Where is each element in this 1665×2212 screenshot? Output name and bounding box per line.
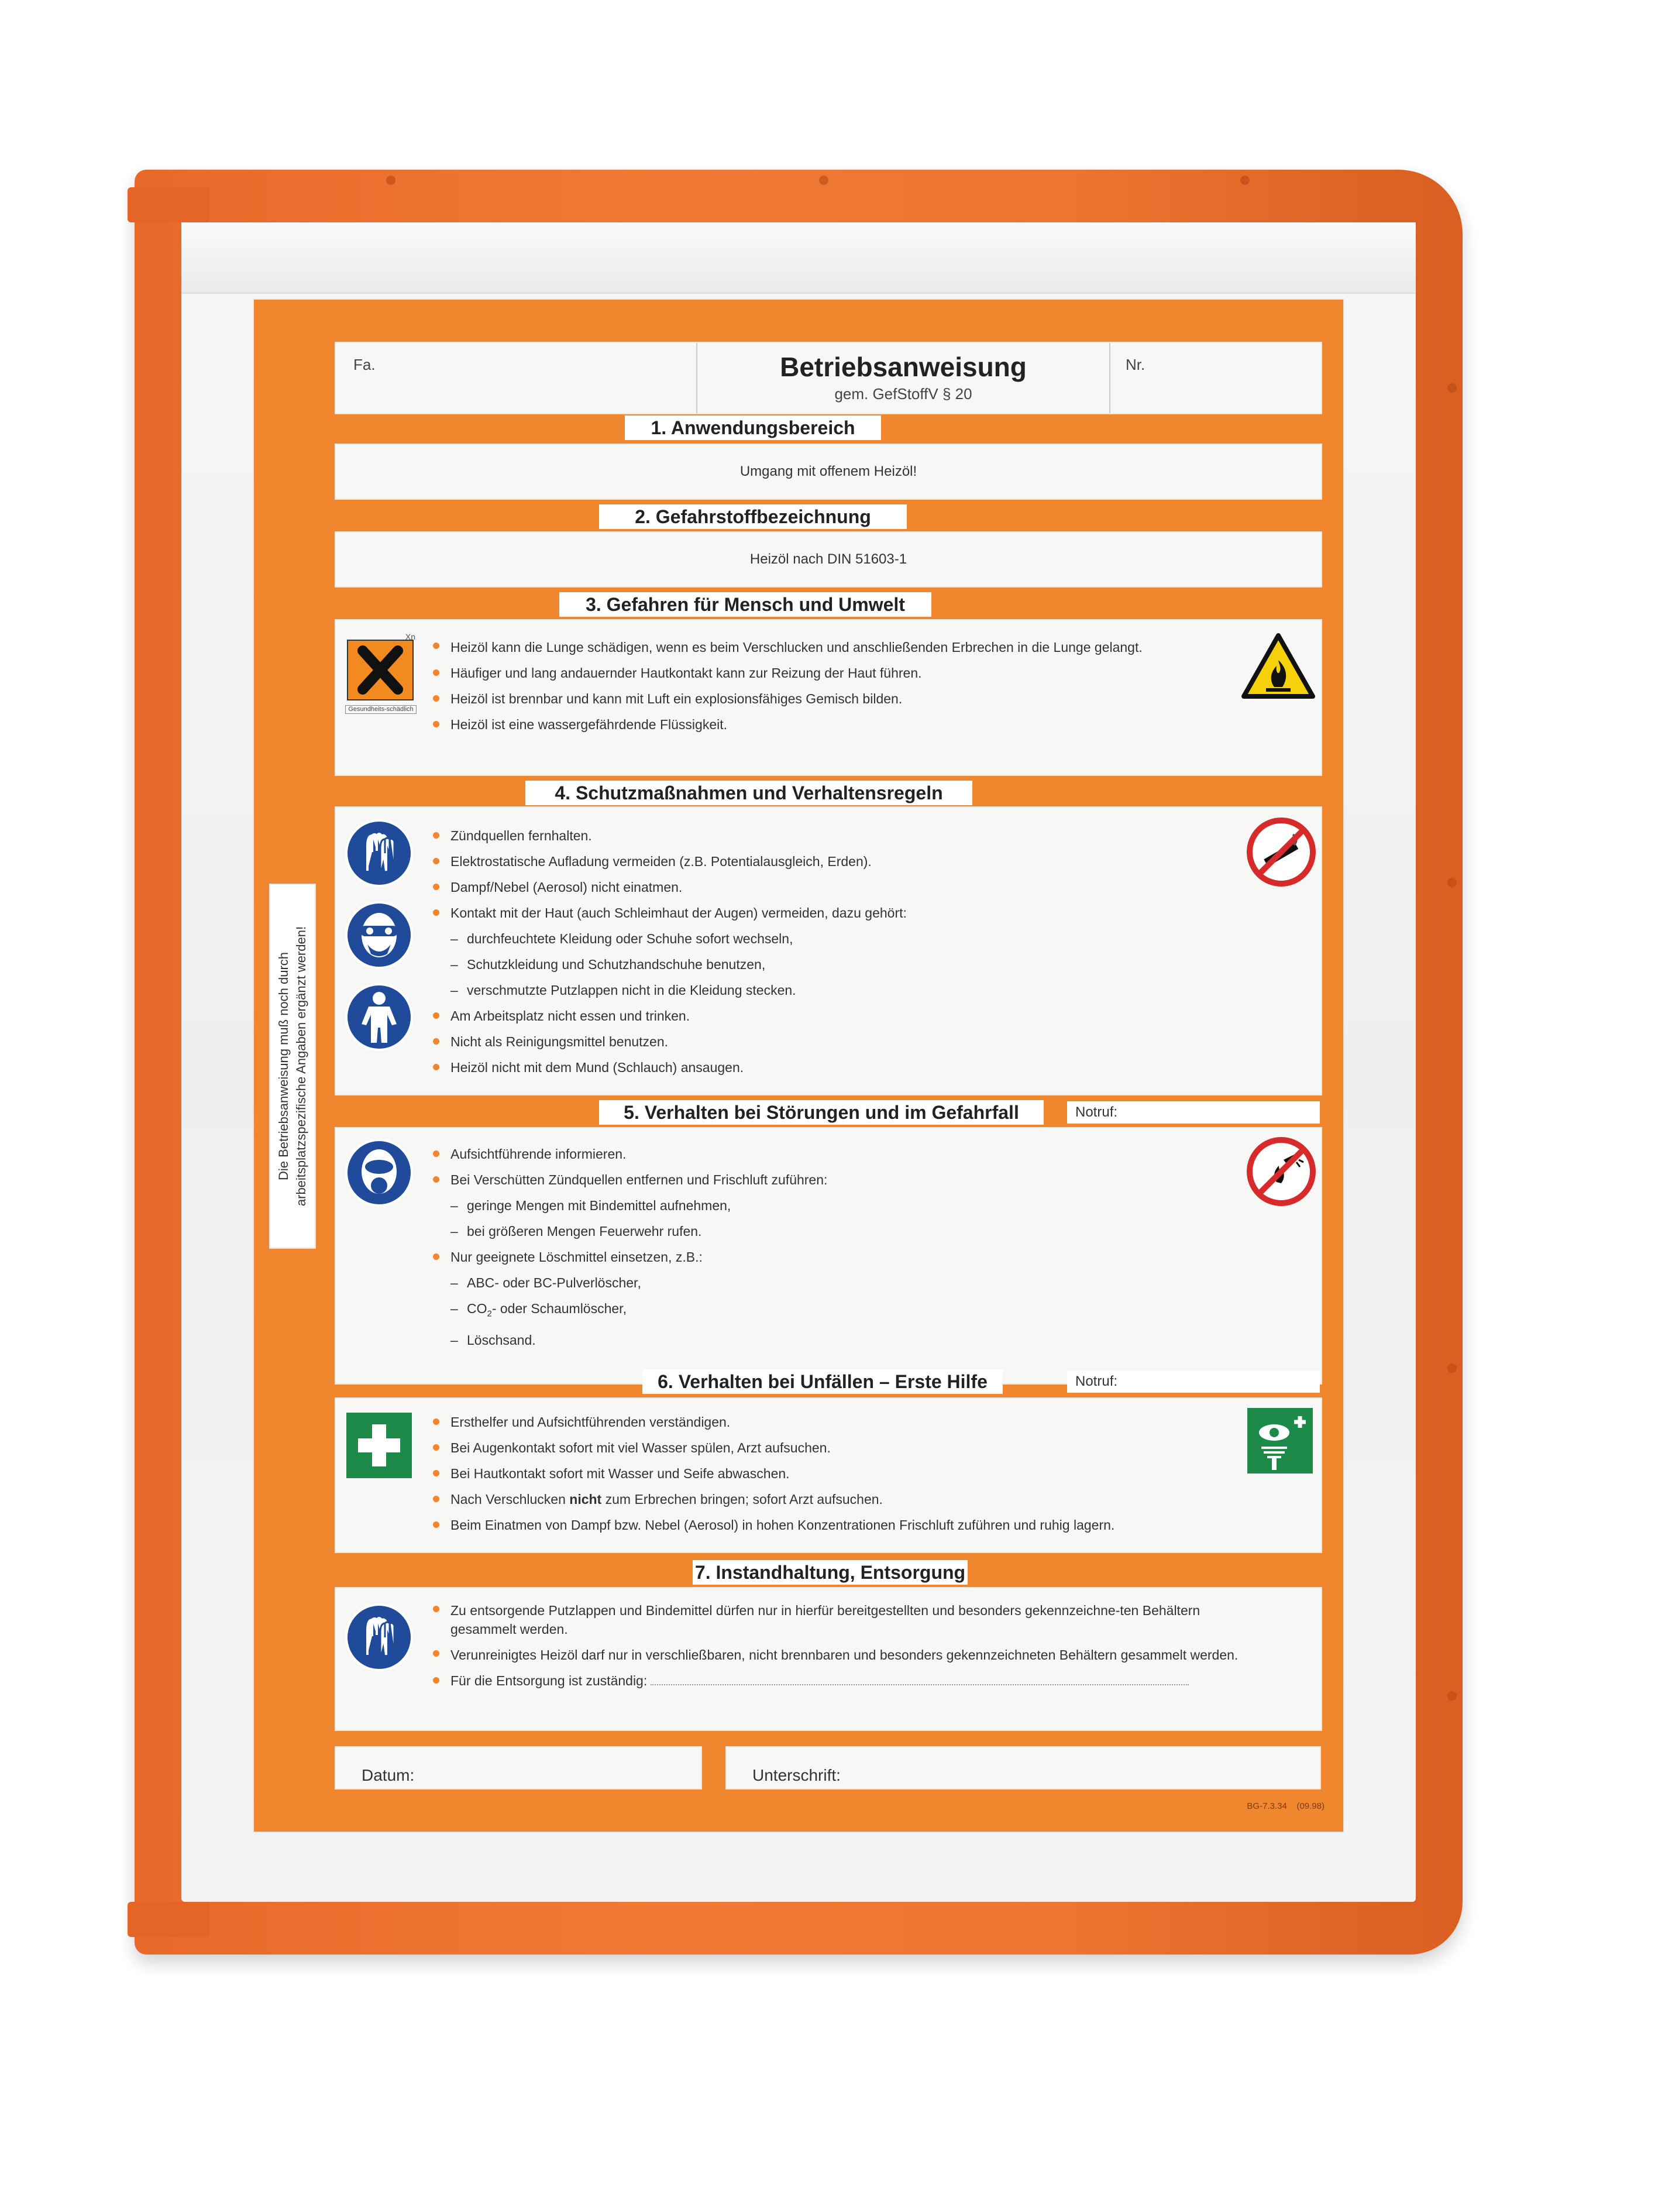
list-subitem: – ABC- oder BC-Pulverlöscher, xyxy=(433,1270,1240,1296)
section-7-heading: 7. Instandhaltung, Entsorgung xyxy=(693,1560,968,1585)
list-item: Zündquellen fernhalten. xyxy=(433,823,1240,849)
page-subtitle: gem. GefStoffV § 20 xyxy=(834,385,972,403)
list-item: Heizöl nicht mit dem Mund (Schlauch) ansaugen. xyxy=(433,1055,1240,1080)
list-item: Ersthelfer und Aufsichtführenden verständigen. xyxy=(433,1409,1252,1435)
section-2-heading: 2. Gefahrstoffbezeichnung xyxy=(599,504,907,529)
list-item: Kontakt mit der Haut (auch Schleimhaut der Augen) vermeiden, dazu gehört: xyxy=(433,900,1240,926)
page-title: Betriebsanweisung xyxy=(780,352,1027,382)
section-3-heading: 3. Gefahren für Mensch und Umwelt xyxy=(559,592,931,617)
section-4-list xyxy=(433,823,1240,1080)
frame-hinge-tab-bottom[interactable] xyxy=(128,1902,209,1937)
list-subitem xyxy=(433,1296,1240,1327)
co2-subscript: 2 xyxy=(487,1308,492,1319)
list-item: Bei Augenkontakt sofort mit viel Wasser spülen, Arzt aufsuchen. xyxy=(433,1435,1252,1461)
list-item: Bei Verschütten Zündquellen entfernen und Frischluft zuführen: xyxy=(433,1167,1240,1193)
responsible-input[interactable] xyxy=(651,1670,1189,1685)
list-subitem: – Löschsand. xyxy=(433,1327,1240,1353)
section-6-list xyxy=(433,1409,1252,1538)
unterschrift-label: Unterschrift: xyxy=(752,1766,841,1784)
no-water-extinguish-icon xyxy=(1246,1136,1316,1210)
list-item: Heizöl ist brennbar und kann mit Luft ein explosionsfähiges Gemisch bilden. xyxy=(433,686,1240,712)
xn-harmful-icon xyxy=(345,632,415,737)
pocket-lip xyxy=(181,222,1416,294)
section-4-box xyxy=(335,806,1322,1095)
protective-suit-icon xyxy=(344,982,414,1055)
item-emphasis: nicht xyxy=(569,1492,602,1507)
safety-instruction-sheet xyxy=(254,300,1343,1832)
list-item xyxy=(433,1486,1252,1512)
section-7-box xyxy=(335,1587,1322,1731)
section-1-box xyxy=(335,444,1322,500)
unterschrift-field[interactable] xyxy=(725,1746,1321,1789)
header-divider xyxy=(1109,343,1110,413)
item-text: Für die Entsorgung ist zuständig: xyxy=(450,1673,648,1688)
eye-wash-icon xyxy=(1246,1407,1314,1478)
list-subitem: – bei größeren Mengen Feuerwehr rufen. xyxy=(433,1218,1240,1244)
side-note-text: Die Betriebsanweisung muß noch durch arbeitsplatzspezifische Angaben ergänzt werden! xyxy=(276,926,308,1207)
respirator-icon xyxy=(344,1138,414,1211)
section-5-list xyxy=(433,1141,1240,1353)
section-6-heading: 6. Verhalten bei Unfällen – Erste Hilfe xyxy=(642,1369,1003,1394)
frame-rivet xyxy=(386,176,395,185)
fa-label: Fa. xyxy=(353,356,376,373)
item-text: Nach Verschlucken xyxy=(450,1492,570,1507)
form-code: BG-7.3.34 (09.98) xyxy=(1247,1801,1325,1811)
list-item: Bei Hautkontakt sofort mit Wasser und Seife abwaschen. xyxy=(433,1461,1252,1486)
item-text: zum Erbrechen bringen; sofort Arzt aufsuchen. xyxy=(601,1492,883,1507)
list-subitem: – durchfeuchtete Kleidung oder Schuhe sofort wechseln, xyxy=(433,926,1240,952)
list-item: Am Arbeitsplatz nicht essen und trinken. xyxy=(433,1003,1240,1029)
list-item: Beim Einatmen von Dampf bzw. Nebel (Aerosol) in hohen Konzentrationen Frischluft zuführen und ruhig lagern. xyxy=(433,1512,1252,1538)
frame-rivet xyxy=(1447,1363,1457,1373)
first-aid-cross-icon xyxy=(345,1411,413,1482)
list-subitem: – geringe Mengen mit Bindemittel aufnehmen, xyxy=(433,1193,1240,1218)
list-item: Heizöl ist eine wassergefährdende Flüssigkeit. xyxy=(433,712,1240,737)
goggles-respirator-icon xyxy=(344,900,414,973)
section-5-box xyxy=(335,1127,1322,1385)
frame-hinge-tab-top[interactable] xyxy=(128,187,209,222)
list-item: Zu entsorgende Putzlappen und Bindemittel dürfen nur in hierfür bereitgestellten und besonders gekennzeichne-ten Behältern gesammelt werden. xyxy=(433,1598,1240,1642)
list-item: Elektrostatische Aufladung vermeiden (z.B. Potentialausgleich, Erden). xyxy=(433,849,1240,874)
section-5-heading: 5. Verhalten bei Störungen und im Gefahrfall xyxy=(599,1100,1044,1125)
gloves-icon xyxy=(344,1602,414,1675)
section-3-list xyxy=(433,634,1240,737)
section-2-box xyxy=(335,531,1322,588)
datum-field[interactable] xyxy=(335,1746,702,1789)
gloves-icon xyxy=(344,818,414,891)
section-2-text: Heizöl nach DIN 51603-1 xyxy=(749,551,907,567)
section-3-box xyxy=(335,619,1322,776)
section-6-box xyxy=(335,1397,1322,1553)
frame-rivet xyxy=(819,176,828,185)
list-item: Nicht als Reinigungsmittel benutzen. xyxy=(433,1029,1240,1055)
notruf-field[interactable]: Notruf: xyxy=(1067,1101,1320,1124)
xn-label: Xn xyxy=(405,632,415,641)
list-item: Nur geeignete Löschmittel einsetzen, z.B.: xyxy=(433,1244,1240,1270)
list-item: Häufiger und lang andauernder Hautkontakt kann zur Reizung der Haut führen. xyxy=(433,660,1240,686)
frame-rivet xyxy=(1447,878,1457,887)
co2-text: CO xyxy=(467,1301,487,1316)
section-1-heading: 1. Anwendungsbereich xyxy=(625,415,881,440)
notruf-field[interactable]: Notruf: xyxy=(1067,1371,1320,1393)
list-subitem: – verschmutzte Putzlappen nicht in die Kleidung stecken. xyxy=(433,977,1240,1003)
section-7-list xyxy=(433,1598,1240,1694)
frame-rivet xyxy=(1447,383,1457,393)
no-smoking-icon xyxy=(1246,817,1316,890)
xn-caption: Gesundheits-schädlich xyxy=(345,705,417,714)
list-item: Heizöl kann die Lunge schädigen, wenn es beim Verschlucken und anschließenden Erbrechen in die Lunge gelangt. xyxy=(433,634,1240,660)
section-1-text: Umgang mit offenem Heizöl! xyxy=(739,463,917,479)
co2-rest: - oder Schaumlöscher, xyxy=(491,1301,627,1316)
side-note xyxy=(269,884,316,1249)
frame-rivet xyxy=(1447,1691,1457,1701)
nr-label: Nr. xyxy=(1126,356,1145,373)
header-box xyxy=(335,342,1322,414)
section-4-heading: 4. Schutzmaßnahmen und Verhaltensregeln xyxy=(525,781,972,805)
list-item xyxy=(433,1668,1240,1694)
list-item: Verunreinigtes Heizöl darf nur in verschließbaren, nicht brennbaren und besonders gekennzeichneten Behältern gesammelt werden. xyxy=(433,1642,1240,1668)
frame-rivet xyxy=(1240,176,1250,185)
list-subitem: – Schutzkleidung und Schutzhandschuhe benutzen, xyxy=(433,952,1240,977)
datum-label: Datum: xyxy=(362,1766,415,1784)
list-item: Dampf/Nebel (Aerosol) nicht einatmen. xyxy=(433,874,1240,900)
flammable-warning-icon xyxy=(1240,632,1316,704)
list-item: Aufsichtführende informieren. xyxy=(433,1141,1240,1167)
